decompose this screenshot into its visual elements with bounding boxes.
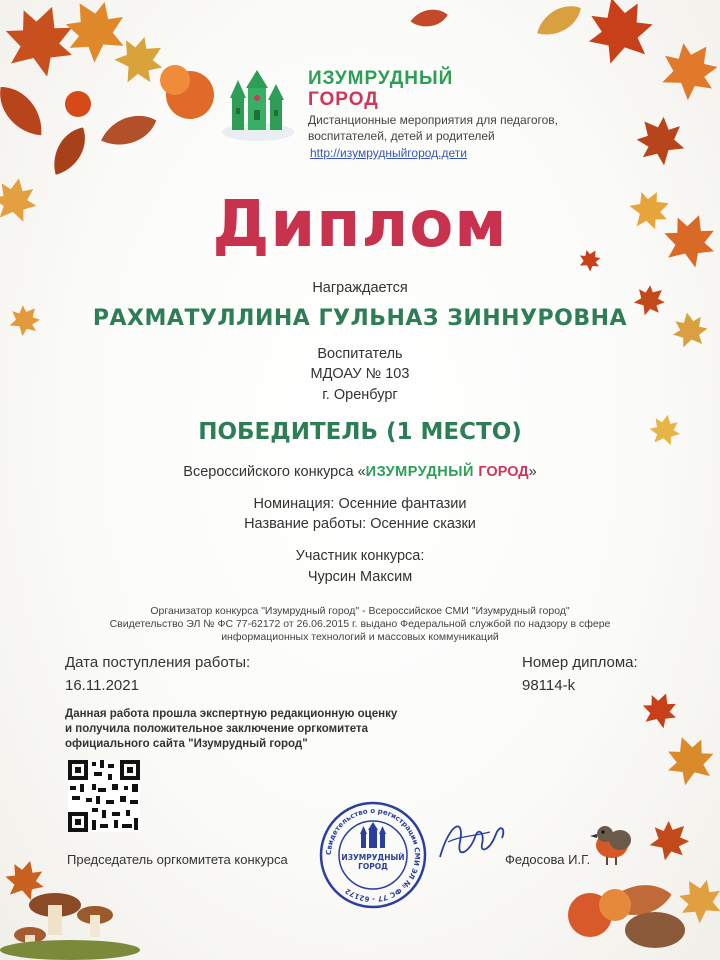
chairman-label: Председатель оргкомитета конкурса [67, 852, 288, 867]
qr-code[interactable] [68, 760, 140, 832]
signature [430, 812, 510, 872]
organizer-line2: Свидетельство ЭЛ № ФС 77-62172 от 26.06.2015 г. выдано Федеральной службой по надзору в сфере [109, 618, 611, 630]
contest-name-part2: ГОРОД [478, 464, 529, 480]
logo-subtitle [308, 112, 558, 144]
contest-name-part1: ИЗУМРУДНЫЙ [365, 464, 479, 480]
organizer-info [0, 605, 720, 644]
logo-title [308, 68, 453, 110]
recipient-position: Воспитатель [317, 346, 403, 362]
awarded-label: Награждается [312, 280, 408, 296]
diploma-title: Диплом [212, 188, 508, 262]
contest-line [0, 464, 720, 480]
award-place: ПОБЕДИТЕЛЬ (1 МЕСТО) [198, 419, 522, 445]
diploma-number-label: Номер диплома: [522, 654, 638, 671]
organizer-line1: Организатор конкурса "Изумрудный город" - Всероссийское СМИ "Изумрудный город" [150, 605, 570, 617]
receipt-date: 16.11.2021 [65, 677, 139, 694]
logo-subtitle-line2: воспитателей, детей и родителей [308, 129, 495, 143]
expert-note-line3: официального сайта "Изумрудный город" [65, 738, 308, 750]
recipient-organization: МДОАУ № 103 [310, 366, 410, 382]
site-url-link[interactable]: http://изумрудныйгород.дети [310, 146, 467, 160]
recipient-name: РАХМАТУЛЛИНА ГУЛЬНАЗ ЗИННУРОВНА [92, 306, 628, 331]
castle-logo [218, 70, 300, 142]
receipt-date-label: Дата поступления работы: [65, 654, 251, 671]
logo-title-line1: ИЗУМРУДНЫЙ [308, 68, 454, 89]
bird-illustration [590, 826, 631, 865]
stamp-castle-icon [360, 822, 386, 848]
bottom-left-mushrooms [0, 856, 140, 960]
work-title: Название работы: Осенние сказки [244, 516, 476, 532]
organizer-line3: информационных технологий и массовых коммуникаций [221, 631, 499, 643]
chairman-name: Федосова И.Г. [505, 852, 591, 867]
expert-note-line2: и получила положительное заключение оргкомитета [65, 723, 369, 735]
bottom-right-leaves [568, 687, 720, 948]
stamp-center-line2: ГОРОД [358, 862, 388, 871]
logo-title-line2: ГОРОД [308, 89, 379, 110]
participant-label: Участник конкурса: [295, 548, 425, 564]
stamp-center-line1: ИЗУМРУДНЫЙ [341, 853, 405, 862]
logo-subtitle-line1: Дистанционные мероприятия для педагогов, [308, 113, 559, 127]
organization-stamp [318, 800, 428, 910]
diploma-number: 98114-k [522, 677, 576, 694]
nomination: Номинация: Осенние фантазии [253, 496, 467, 512]
contest-prefix: Всероссийского конкурса « [183, 464, 366, 480]
participant-name: Чурсин Максим [307, 569, 413, 585]
contest-suffix: » [528, 464, 537, 480]
recipient-city: г. Оренбург [322, 387, 398, 403]
stamp-ring-text: Свидетельство о регистрации СМИ ЭЛ № ФС 77 - 62172 [324, 806, 422, 904]
expert-note [65, 707, 397, 752]
expert-note-line1: Данная работа прошла экспертную редакционную оценку [65, 708, 398, 720]
